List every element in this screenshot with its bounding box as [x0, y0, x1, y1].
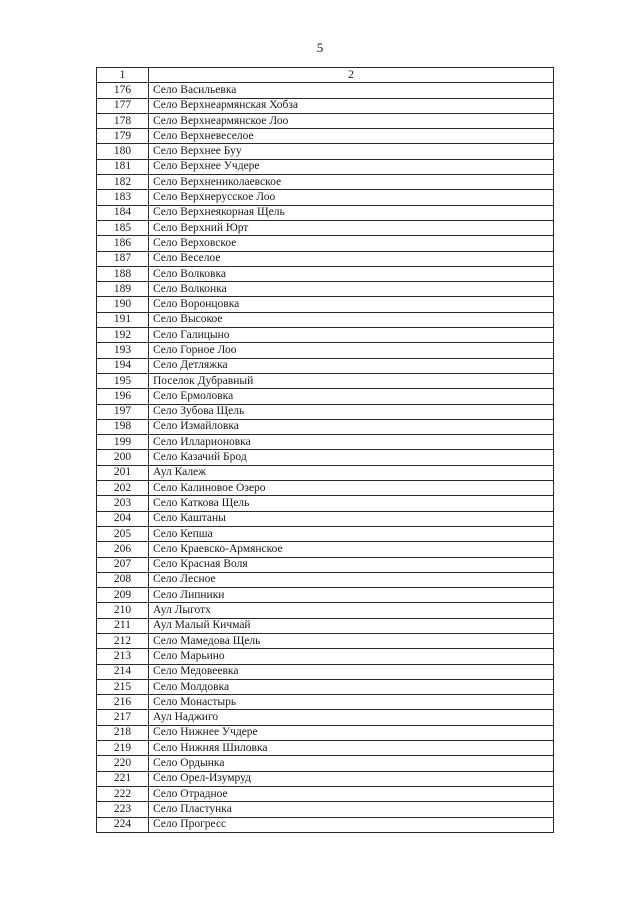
row-number-cell: 210 [97, 603, 149, 618]
row-number-cell: 193 [97, 343, 149, 358]
table-row [97, 328, 554, 343]
table-header-row [97, 68, 554, 83]
settlement-name-cell: Аул Малый Кичмай [149, 618, 554, 633]
row-number-cell: 186 [97, 236, 149, 251]
row-number-cell: 187 [97, 251, 149, 266]
table-row [97, 679, 554, 694]
settlement-name-cell: Село Верхнениколаевское [149, 175, 554, 190]
table-row [97, 588, 554, 603]
settlement-name-cell: Село Орел-Изумруд [149, 771, 554, 786]
row-number-cell: 202 [97, 481, 149, 496]
settlement-name-cell: Село Горное Лоо [149, 343, 554, 358]
settlement-name-cell: Село Верхнерусское Лоо [149, 190, 554, 205]
settlement-name-cell: Село Красная Воля [149, 557, 554, 572]
settlement-name-cell: Село Воронцовка [149, 297, 554, 312]
row-number-cell: 211 [97, 618, 149, 633]
table-row [97, 113, 554, 128]
settlement-name-cell: Село Монастырь [149, 695, 554, 710]
settlement-name-cell: Село Васильевка [149, 83, 554, 98]
row-number-cell: 184 [97, 205, 149, 220]
row-number-cell: 209 [97, 588, 149, 603]
table-row [97, 725, 554, 740]
row-number-cell: 190 [97, 297, 149, 312]
table-row [97, 664, 554, 679]
settlement-name-cell: Село Каштаны [149, 511, 554, 526]
table-row [97, 526, 554, 541]
table-row [97, 786, 554, 801]
row-number-cell: 191 [97, 312, 149, 327]
settlement-name-cell: Село Нижняя Шиловка [149, 741, 554, 756]
settlement-name-cell: Село Верхний Юрт [149, 220, 554, 235]
settlement-name-cell: Село Верхнеармянская Хобза [149, 98, 554, 113]
table-row [97, 496, 554, 511]
settlement-name-cell: Село Казачий Брод [149, 450, 554, 465]
table-row [97, 481, 554, 496]
row-number-cell: 176 [97, 83, 149, 98]
row-number-cell: 218 [97, 725, 149, 740]
row-number-cell: 199 [97, 435, 149, 450]
table-body [97, 83, 554, 833]
settlement-name-cell: Село Липники [149, 588, 554, 603]
table-row [97, 741, 554, 756]
settlement-name-cell: Село Молдовка [149, 679, 554, 694]
settlement-name-cell: Село Нижнее Учдере [149, 725, 554, 740]
table-row [97, 771, 554, 786]
settlement-name-cell: Село Верхнее Буу [149, 144, 554, 159]
table-row [97, 618, 554, 633]
table-row [97, 817, 554, 832]
table-row [97, 435, 554, 450]
row-number-cell: 195 [97, 373, 149, 388]
settlement-name-cell: Село Веселое [149, 251, 554, 266]
row-number-cell: 219 [97, 741, 149, 756]
settlement-name-cell: Село Верхнее Учдере [149, 159, 554, 174]
row-number-cell: 179 [97, 129, 149, 144]
row-number-cell: 196 [97, 389, 149, 404]
table-row [97, 695, 554, 710]
settlement-name-cell: Село Кепша [149, 526, 554, 541]
table-row [97, 542, 554, 557]
settlement-name-cell: Село Детляжка [149, 358, 554, 373]
row-number-cell: 216 [97, 695, 149, 710]
row-number-cell: 204 [97, 511, 149, 526]
column-header-number: 1 [97, 68, 149, 83]
settlement-name-cell: Село Зубова Щель [149, 404, 554, 419]
table-row [97, 465, 554, 480]
row-number-cell: 188 [97, 266, 149, 281]
row-number-cell: 215 [97, 679, 149, 694]
row-number-cell: 194 [97, 358, 149, 373]
settlement-name-cell: Село Краевско-Армянское [149, 542, 554, 557]
table-row [97, 358, 554, 373]
settlement-name-cell: Село Волковка [149, 266, 554, 281]
settlement-name-cell: Село Верхневеселое [149, 129, 554, 144]
row-number-cell: 198 [97, 419, 149, 434]
row-number-cell: 223 [97, 802, 149, 817]
table-row [97, 129, 554, 144]
row-number-cell: 181 [97, 159, 149, 174]
settlement-name-cell: Поселок Дубравный [149, 373, 554, 388]
settlement-name-cell: Село Ермоловка [149, 389, 554, 404]
row-number-cell: 185 [97, 220, 149, 235]
settlements-table [96, 67, 554, 833]
settlement-name-cell: Село Верхнеякорная Щель [149, 205, 554, 220]
settlement-name-cell: Аул Лыготх [149, 603, 554, 618]
settlement-name-cell: Село Каткова Щель [149, 496, 554, 511]
settlement-name-cell: Аул Наджиго [149, 710, 554, 725]
table-row [97, 603, 554, 618]
row-number-cell: 200 [97, 450, 149, 465]
settlement-name-cell: Село Отрадное [149, 786, 554, 801]
table-row [97, 419, 554, 434]
row-number-cell: 222 [97, 786, 149, 801]
row-number-cell: 192 [97, 328, 149, 343]
table-row [97, 557, 554, 572]
settlement-name-cell: Село Измайловка [149, 419, 554, 434]
column-header-name: 2 [149, 68, 554, 83]
row-number-cell: 214 [97, 664, 149, 679]
row-number-cell: 178 [97, 113, 149, 128]
table-row [97, 802, 554, 817]
settlement-name-cell: Село Медовеевка [149, 664, 554, 679]
table-row [97, 190, 554, 205]
table-row [97, 98, 554, 113]
settlement-name-cell: Село Высокое [149, 312, 554, 327]
row-number-cell: 205 [97, 526, 149, 541]
settlement-name-cell: Село Верхнеармянское Лоо [149, 113, 554, 128]
table-row [97, 450, 554, 465]
table-row [97, 220, 554, 235]
settlement-name-cell: Село Прогресс [149, 817, 554, 832]
settlement-name-cell: Село Верховское [149, 236, 554, 251]
table-row [97, 251, 554, 266]
row-number-cell: 203 [97, 496, 149, 511]
table-row [97, 373, 554, 388]
table-row [97, 282, 554, 297]
table-row [97, 511, 554, 526]
table-row [97, 389, 554, 404]
row-number-cell: 208 [97, 572, 149, 587]
settlement-name-cell: Село Лесное [149, 572, 554, 587]
row-number-cell: 220 [97, 756, 149, 771]
row-number-cell: 217 [97, 710, 149, 725]
table-row [97, 236, 554, 251]
settlement-name-cell: Аул Калеж [149, 465, 554, 480]
settlement-name-cell: Село Галицыно [149, 328, 554, 343]
row-number-cell: 177 [97, 98, 149, 113]
row-number-cell: 182 [97, 175, 149, 190]
row-number-cell: 189 [97, 282, 149, 297]
settlement-name-cell: Село Илларионовка [149, 435, 554, 450]
row-number-cell: 180 [97, 144, 149, 159]
table-row [97, 297, 554, 312]
row-number-cell: 212 [97, 633, 149, 648]
settlement-name-cell: Село Ордынка [149, 756, 554, 771]
row-number-cell: 206 [97, 542, 149, 557]
row-number-cell: 197 [97, 404, 149, 419]
table-header [97, 68, 554, 83]
settlement-name-cell: Село Марьино [149, 649, 554, 664]
table-row [97, 404, 554, 419]
table-row [97, 343, 554, 358]
row-number-cell: 201 [97, 465, 149, 480]
settlement-name-cell: Село Мамедова Щель [149, 633, 554, 648]
row-number-cell: 224 [97, 817, 149, 832]
table-row [97, 649, 554, 664]
table-row [97, 312, 554, 327]
table-row [97, 205, 554, 220]
table-row [97, 266, 554, 281]
row-number-cell: 183 [97, 190, 149, 205]
table-row [97, 710, 554, 725]
row-number-cell: 213 [97, 649, 149, 664]
settlement-name-cell: Село Волконка [149, 282, 554, 297]
row-number-cell: 221 [97, 771, 149, 786]
settlement-name-cell: Село Пластунка [149, 802, 554, 817]
table-row [97, 159, 554, 174]
table-row [97, 633, 554, 648]
settlement-name-cell: Село Калиновое Озеро [149, 481, 554, 496]
row-number-cell: 207 [97, 557, 149, 572]
page-number: 5 [316, 40, 324, 55]
table-row [97, 83, 554, 98]
table-row [97, 756, 554, 771]
table-row [97, 144, 554, 159]
table-row [97, 572, 554, 587]
table-row [97, 175, 554, 190]
